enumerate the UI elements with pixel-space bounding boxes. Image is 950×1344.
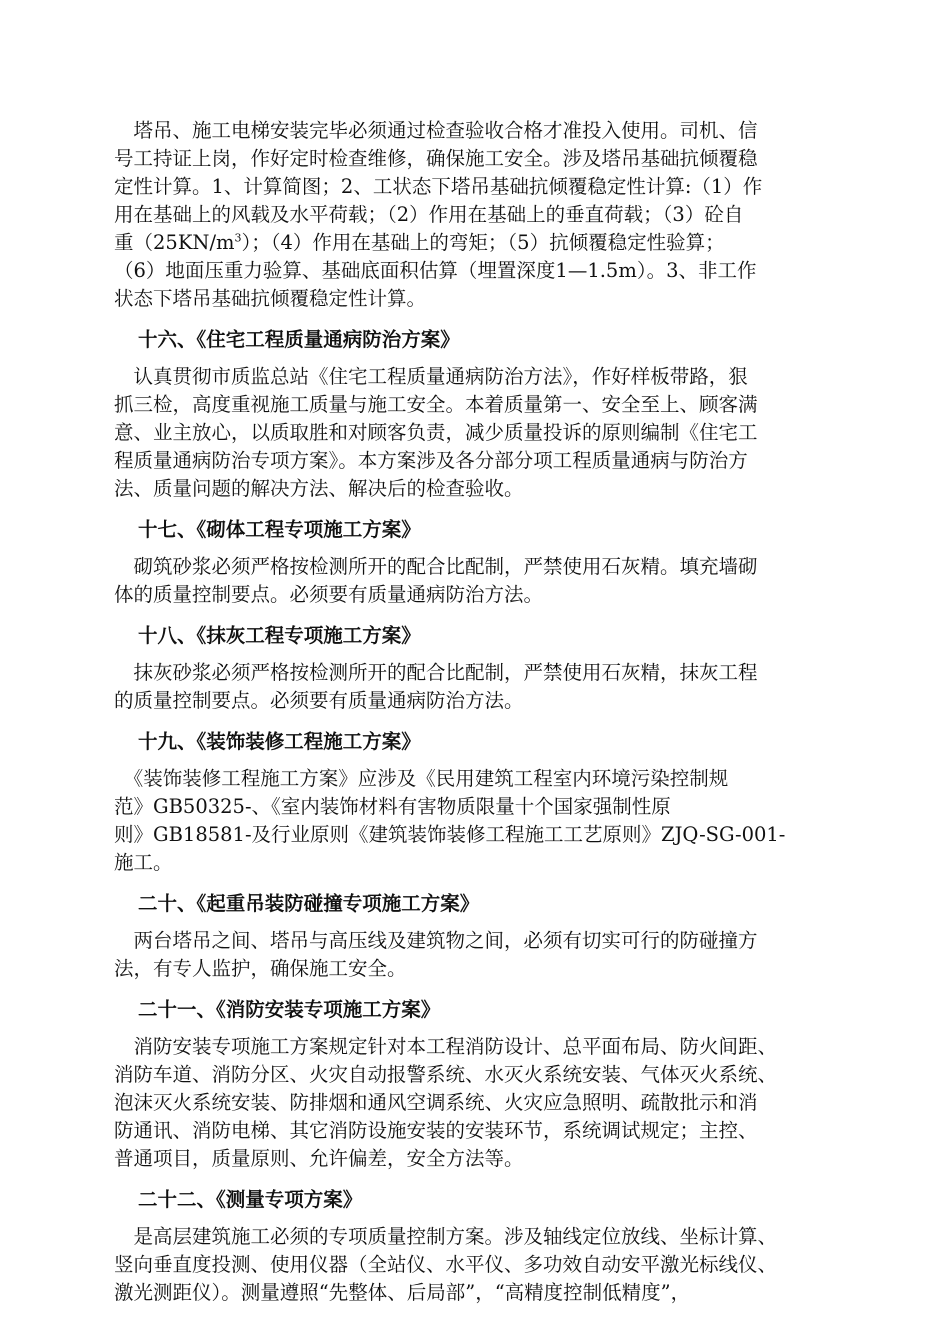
text-line: 是高层建筑施工必须的专项质量控制方案。涉及轴线定位放线、坐标计算、 (114, 1225, 778, 1248)
paragraph-18 (114, 659, 849, 715)
paragraph-19 (114, 765, 849, 877)
text-line: 泡沫灭火系统安装、防排烟和通风空调系统、火灾应急照明、疏散批示和消 (114, 1091, 758, 1114)
text-line: 认真贯彻市质监总站《住宅工程质量通病防治方法》，作好样板带路，狠 (114, 365, 748, 388)
section-heading-20: 二十、《起重吊装防碰撞专项施工方案》 (138, 892, 480, 915)
text-line: 范》GB50325-、《室内装饰材料有害物质限量十个国家强制性原 (114, 795, 671, 818)
section-heading-16: 十六、《住宅工程质量通病防治方案》 (138, 328, 460, 351)
text-line: 程质量通病防治专项方案》。本方案涉及各分部分项工程质量通病与防治方 (114, 449, 748, 472)
text-line: 消防安装专项施工方案规定针对本工程消防设计、总平面布局、防火间距、 (114, 1035, 778, 1058)
paragraph-20 (114, 927, 849, 983)
section-heading-22: 二十二、《测量专项方案》 (138, 1188, 363, 1211)
text-line: 《装饰装修工程施工方案》应涉及《民用建筑工程室内环境污染控制规 (114, 767, 729, 790)
text-line: 消防车道、消防分区、火灾自动报警系统、水灭火系统安装、气体灭火系统、 (114, 1063, 778, 1086)
superscript: 3 (234, 231, 242, 245)
paragraph-17 (114, 553, 849, 609)
paragraph-16 (114, 363, 849, 503)
section-heading-19: 十九、《装饰装修工程施工方案》 (138, 730, 421, 753)
text-line: 法，有专人监护，确保施工安全。 (114, 957, 407, 980)
text-line: 的质量控制要点。必须要有质量通病防治方法。 (114, 689, 524, 712)
text-line: 竖向垂直度投测、使用仪器（全站仪、水平仪、多功效自动安平激光标线仪、 (114, 1253, 778, 1276)
text-line: 激光测距仪）。测量遵照“先整体、后局部”，“高精度控制低精度”， (114, 1281, 691, 1304)
text-line: 重$(25KN/m^3)$；（4）作用在基础上的弯矩；（5）抗倾覆稳定性验算； (114, 231, 725, 254)
paragraph-21 (114, 1033, 849, 1173)
paragraph-tower-crane (114, 117, 849, 313)
text-line: （6）地面压重力验算、基础底面积估算（埋置深度1—1.5m）。3、非工作 (114, 259, 757, 282)
text-line: 状态下塔吊基础抗倾覆稳定性计算。 (114, 287, 427, 310)
text-line: 砌筑砂浆必须严格按检测所开的配合比配制，严禁使用石灰精。填充墙砌 (114, 555, 758, 578)
text-line: 施工。 (114, 851, 173, 874)
section-heading-18: 十八、《抹灰工程专项施工方案》 (138, 624, 421, 647)
text-line: 抓三检，高度重视施工质量与施工安全。本着质量第一、安全至上、顾客满 (114, 393, 758, 416)
text-line: 体的质量控制要点。必须要有质量通病防治方法。 (114, 583, 544, 606)
text-line: 用在基础上的风载及水平荷载；（2）作用在基础上的垂直荷载；（3）砼自 (114, 203, 744, 226)
text-line: 则》GB18581-及行业原则《建筑装饰装修工程施工工艺原则》ZJQ-SG-001- (114, 823, 786, 846)
text-line: 普通项目，质量原则、允许偏差，安全方法等。 (114, 1147, 524, 1170)
paragraph-22 (114, 1223, 849, 1307)
section-heading-17: 十七、《砌体工程专项施工方案》 (138, 518, 421, 541)
text-line: 定性计算。1、计算简图；2、工状态下塔吊基础抗倾覆稳定性计算:（1）作 (114, 175, 763, 198)
text-line: 法、质量问题的解决方法、解决后的检查验收。 (114, 477, 524, 500)
text-line: 塔吊、施工电梯安装完毕必须通过检查验收合格才准投入使用。司机、信 (114, 119, 758, 142)
section-heading-21: 二十一、《消防安装专项施工方案》 (138, 998, 441, 1021)
text-line: 号工持证上岗，作好定时检查维修，确保施工安全。涉及塔吊基础抗倾覆稳 (114, 147, 758, 170)
text-line: 抹灰砂浆必须严格按检测所开的配合比配制，严禁使用石灰精，抹灰工程 (114, 661, 758, 684)
text-line: 防通讯、消防电梯、其它消防设施安装的安装环节，系统调试规定；主控、 (114, 1119, 758, 1142)
text-line: 意、业主放心，以质取胜和对顾客负责，减少质量投诉的原则编制《住宅工 (114, 421, 758, 444)
text-line: 两台塔吊之间、塔吊与高压线及建筑物之间，必须有切实可行的防碰撞方 (114, 929, 758, 952)
document-page (114, 117, 849, 1307)
